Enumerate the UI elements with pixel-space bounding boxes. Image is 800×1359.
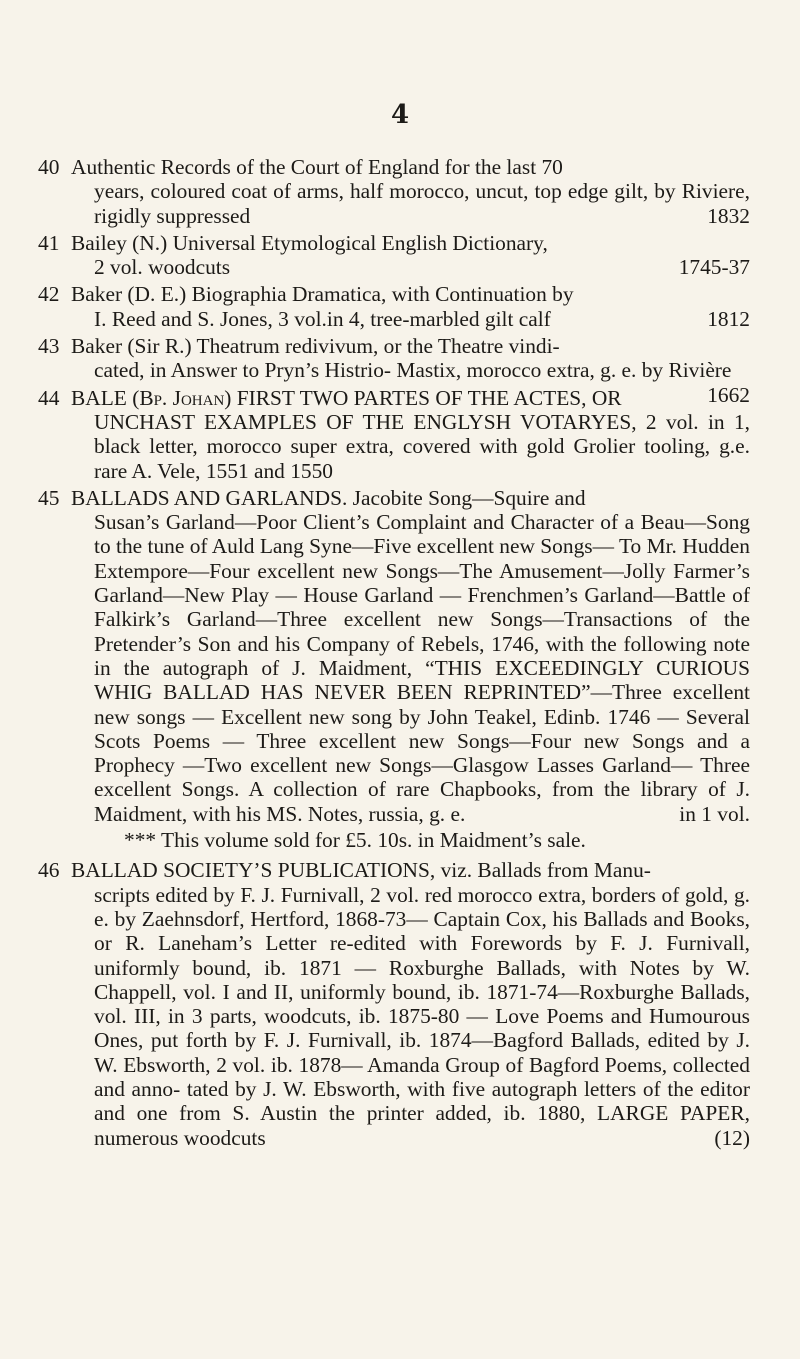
catalogue-entry xyxy=(38,155,750,228)
entry-first-line: Baker (Sir R.) Theatrum redivivum, or the Theatre vindi- xyxy=(71,334,560,359)
catalogue-entry xyxy=(38,386,750,483)
entry-description xyxy=(72,255,750,279)
entry-description xyxy=(72,510,750,826)
catalogue-entries xyxy=(38,155,750,1153)
entry-text: cated, in Answer to Pryn’s Histrio- Mastix, morocco extra, g. e. by Rivière xyxy=(94,358,732,383)
lot-number: 45 xyxy=(38,485,60,510)
catalogue-entry xyxy=(38,231,750,280)
lot-number: 40 xyxy=(38,155,60,179)
entry-text: Susan’s Garland—Poor Client’s Complaint and Character of a Beau—Song to the tune of Auld Lang Syne—Five excellent new Songs— To Mr. Hudden Extempore—Four excellent new Songs—The Amusement—Jolly Farmer’s Garland—New Play — House Garland — Frenchmen’s Garland—Battle of Falkirk’s Garland—Three excellent new Songs—Transactions of the Pretender’s Son and his Company of Rebels, 1746, with the following note in the autograph of J. Maidment, “THIS EXCEEDINGLY CURIOUS WHIG BALLAD HAS NEVER BEEN REPRINTED”—Three excellent new songs — Excellent new song by John Teakel, Edinb. 1746 — Several Scots Poems — Three excellent new Songs—Four new Songs and a Prophecy —Two excellent new Songs—Glasgow Lasses Garland— Three excellent Songs. A collection of rare Chapbooks, from the library of J. Maidment, with his MS. Notes, russia, g. e. xyxy=(94,510,750,826)
entry-first-line: BALE (Bp. Johan) FIRST TWO PARTES OF THE ACTES, OR xyxy=(71,385,622,410)
catalogue-entry xyxy=(38,858,750,1150)
entry-text: UNCHAST EXAMPLES OF THE ENGLYSH VOTARYES, 2 vol. in 1, black letter, morocco super extra, covered with gold Grolier tooling, g.e. rare A. Vele, 1551 and 1550 xyxy=(94,409,750,483)
entry-description xyxy=(72,410,750,483)
entry-first-line: Baker (D. E.) Biographia Dramatica, with Continuation by xyxy=(71,282,574,307)
catalogue-entry xyxy=(38,282,750,331)
page-number: 4 xyxy=(390,100,410,130)
entry-text: years, coloured coat of arms, half morocco, uncut, top edge gilt, by Riviere, rigidly suppressed xyxy=(94,179,750,228)
entry-date: 1745-37 xyxy=(678,255,750,280)
entry-date: (12) xyxy=(714,1125,750,1150)
entry-description xyxy=(72,179,750,228)
entry-date: 1832 xyxy=(707,203,750,228)
entry-date: in 1 vol. xyxy=(679,801,750,826)
entry-first-line: BALLAD SOCIETY’S PUBLICATIONS, viz. Ballads from Manu- xyxy=(71,858,651,883)
lot-number: 46 xyxy=(38,858,60,883)
lot-number: 44 xyxy=(38,385,60,410)
entry-first-line: Authentic Records of the Court of England for the last 70 xyxy=(71,155,563,179)
lot-number: 42 xyxy=(38,282,60,307)
entry-description xyxy=(72,883,750,1150)
entry-text: I. Reed and S. Jones, 3 vol.in 4, tree-marbled gilt calf xyxy=(94,306,551,331)
entry-text: scripts edited by F. J. Furnivall, 2 vol. red morocco extra, borders of gold, g. e. by Zaehnsdorf, Hertford, 1868-73— Captain Cox, his Ballads and Books, or R. Laneham’s Letter re-edited with Forewords by F. J. Furnivall, uniformly bound, ib. 1871 — Roxburghe Ballads, with Notes by W. Chappell, vol. I and II, uniformly bound, ib. 1871-74—Roxburghe Ballads, vol. III, in 3 parts, woodcuts, ib. 1875-80 — Love Poems and Humourous Ones, put forth by F. J. Furnivall, ib. 1874—Bagford Ballads, edited by J. W. Ebsworth, 2 vol. ib. 1878— Amanda Group of Bagford Poems, collected and anno- tated by J. W. Ebsworth, with five autograph letters of the editor and one from S. Austin the printer added, ib. 1880, LARGE PAPER, numerous woodcuts xyxy=(94,882,750,1150)
entry-date: 1812 xyxy=(707,306,750,331)
entry-description xyxy=(72,307,750,331)
entry-text: 2 vol. woodcuts xyxy=(94,255,231,280)
entry-date: 1662 xyxy=(707,382,750,407)
catalogue-entry xyxy=(38,486,750,852)
entry-first-line: Bailey (N.) Universal Etymological English Dictionary, xyxy=(71,230,548,255)
entry-first-line: BALLADS AND GARLANDS. Jacobite Song—Squire and xyxy=(71,485,586,510)
lot-number: 41 xyxy=(38,230,60,255)
lot-number: 43 xyxy=(38,334,60,359)
sale-note: *** This volume sold for £5. 10s. in Maidment’s sale. xyxy=(124,828,586,853)
